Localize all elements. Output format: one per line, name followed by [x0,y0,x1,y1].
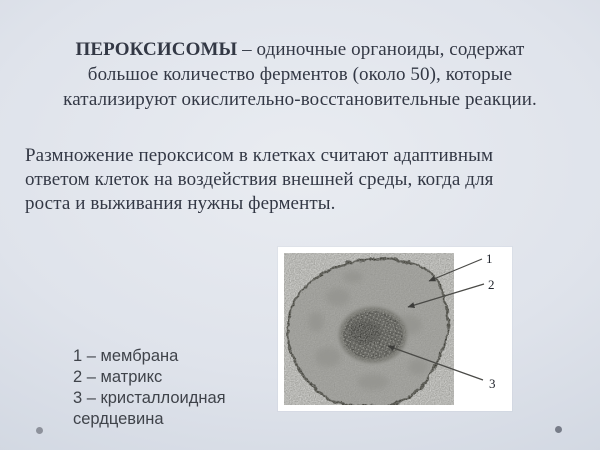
legend-item: 2 – матрикс [73,368,163,386]
body-paragraph [25,144,586,216]
figure-panel [278,247,512,411]
body-line: роста и выживания нужны ферменты. [25,193,336,214]
noise-overlay [284,253,454,405]
intro-paragraph [22,37,578,112]
intro-line: катализируют окислительно-восстановительные реакции. [63,89,537,110]
figure-legend [73,346,273,430]
slide-bullet-left [36,427,43,434]
legend-item: 3 – кристаллоидная сердцевина [73,389,226,428]
figure-label-3: 3 [489,376,496,391]
intro-line-rest: – одиночные органоиды, содержат [237,39,525,60]
intro-term: ПЕРОКСИСОМЫ [75,39,238,60]
figure-label-1: 1 [486,251,493,266]
figure-label-2: 2 [488,277,495,292]
legend-item: 1 – мембрана [73,347,179,365]
intro-line: большое количество ферментов (около 50), которые [87,64,513,85]
slide-bullet-right [555,426,562,433]
peroxisome-micrograph [278,247,512,411]
body-line: Размножение пероксисом в клетках считают адаптивным [25,145,494,166]
intro-line [22,37,578,62]
body-line: ответом клеток на воздействия внешней среды, когда для [25,169,494,190]
